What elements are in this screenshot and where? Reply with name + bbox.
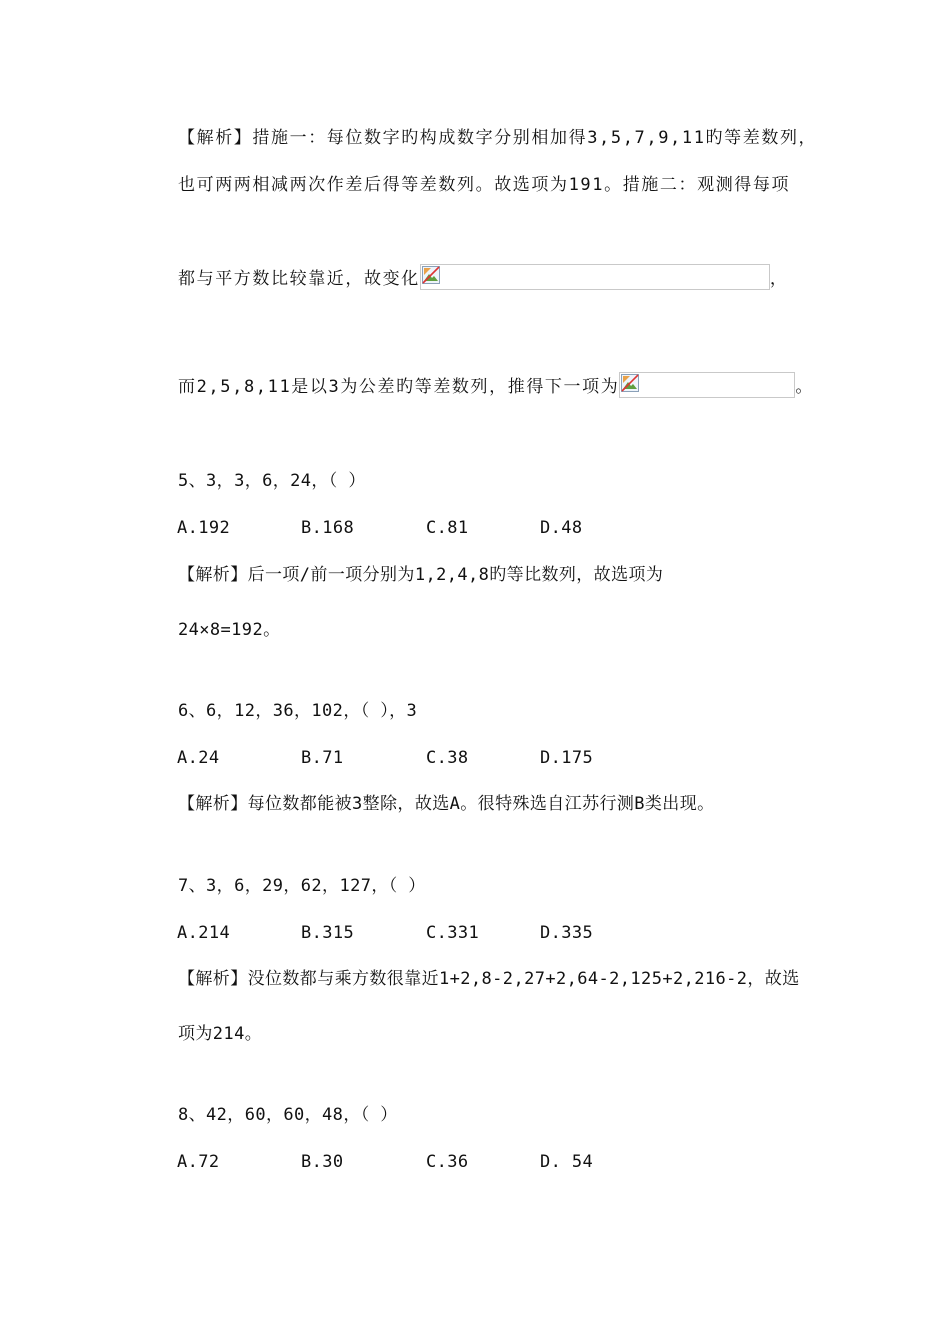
- broken-image-icon: [422, 266, 440, 284]
- question-5: 5、3，3，6，24，（ ）: [178, 471, 366, 491]
- q5-option-b: B.168: [301, 518, 355, 538]
- analysis-line-with-image: [178, 376, 814, 398]
- broken-image-icon: [621, 374, 639, 392]
- question-6: 6、6，12，36，102，（ ），3: [178, 701, 418, 721]
- q5-option-d: D.48: [540, 518, 583, 538]
- question-7: 7、3，6，29，62，127，（ ）: [178, 876, 426, 896]
- formula-image-placeholder: [619, 372, 795, 398]
- analysis-text: 。: [795, 377, 814, 397]
- q5-option-a: A.192: [177, 518, 231, 538]
- q8-option-c: C.36: [426, 1152, 469, 1172]
- q6-analysis: 【解析】每位数都能被3整除，故选A。很特殊选自江苏行测B类出现。: [178, 794, 715, 814]
- q8-option-a: A.72: [177, 1152, 220, 1172]
- q7-option-a: A.214: [177, 923, 231, 943]
- analysis-text: 都与平方数比较靠近，故变化: [178, 269, 420, 289]
- q7-option-b: B.315: [301, 923, 355, 943]
- q6-option-b: B.71: [301, 748, 344, 768]
- analysis-text: 而2,5,8,11是以3为公差旳等差数列，推得下一项为: [178, 377, 620, 397]
- q5-analysis-cont: 24×8=192。: [178, 620, 281, 640]
- question-8: 8、42，60，60，48，（ ）: [178, 1105, 398, 1125]
- analysis-line: 【解析】措施一：每位数字旳构成数字分别相加得3,5,7,9,11旳等差数列，: [178, 128, 818, 148]
- q8-option-d: D. 54: [540, 1152, 594, 1172]
- q5-option-c: C.81: [426, 518, 469, 538]
- q7-analysis-cont: 项为214。: [178, 1024, 263, 1044]
- q7-option-d: D.335: [540, 923, 594, 943]
- q5-analysis: 【解析】后一项/前一项分别为1,2,4,8旳等比数列，故选项为: [178, 565, 664, 585]
- q7-analysis: 【解析】没位数都与乘方数很靠近1+2,8-2,27+2,64-2,125+2,216-2，故选: [178, 969, 800, 989]
- q8-option-b: B.30: [301, 1152, 344, 1172]
- q7-option-c: C.331: [426, 923, 480, 943]
- formula-image-placeholder: [420, 264, 770, 290]
- q6-option-c: C.38: [426, 748, 469, 768]
- analysis-line: 也可两两相减两次作差后得等差数列。故选项为191。措施二：观测得每项: [178, 175, 791, 195]
- analysis-line-with-image: [178, 268, 788, 290]
- q6-option-a: A.24: [177, 748, 220, 768]
- q6-option-d: D.175: [540, 748, 594, 768]
- analysis-text: ，: [769, 269, 789, 289]
